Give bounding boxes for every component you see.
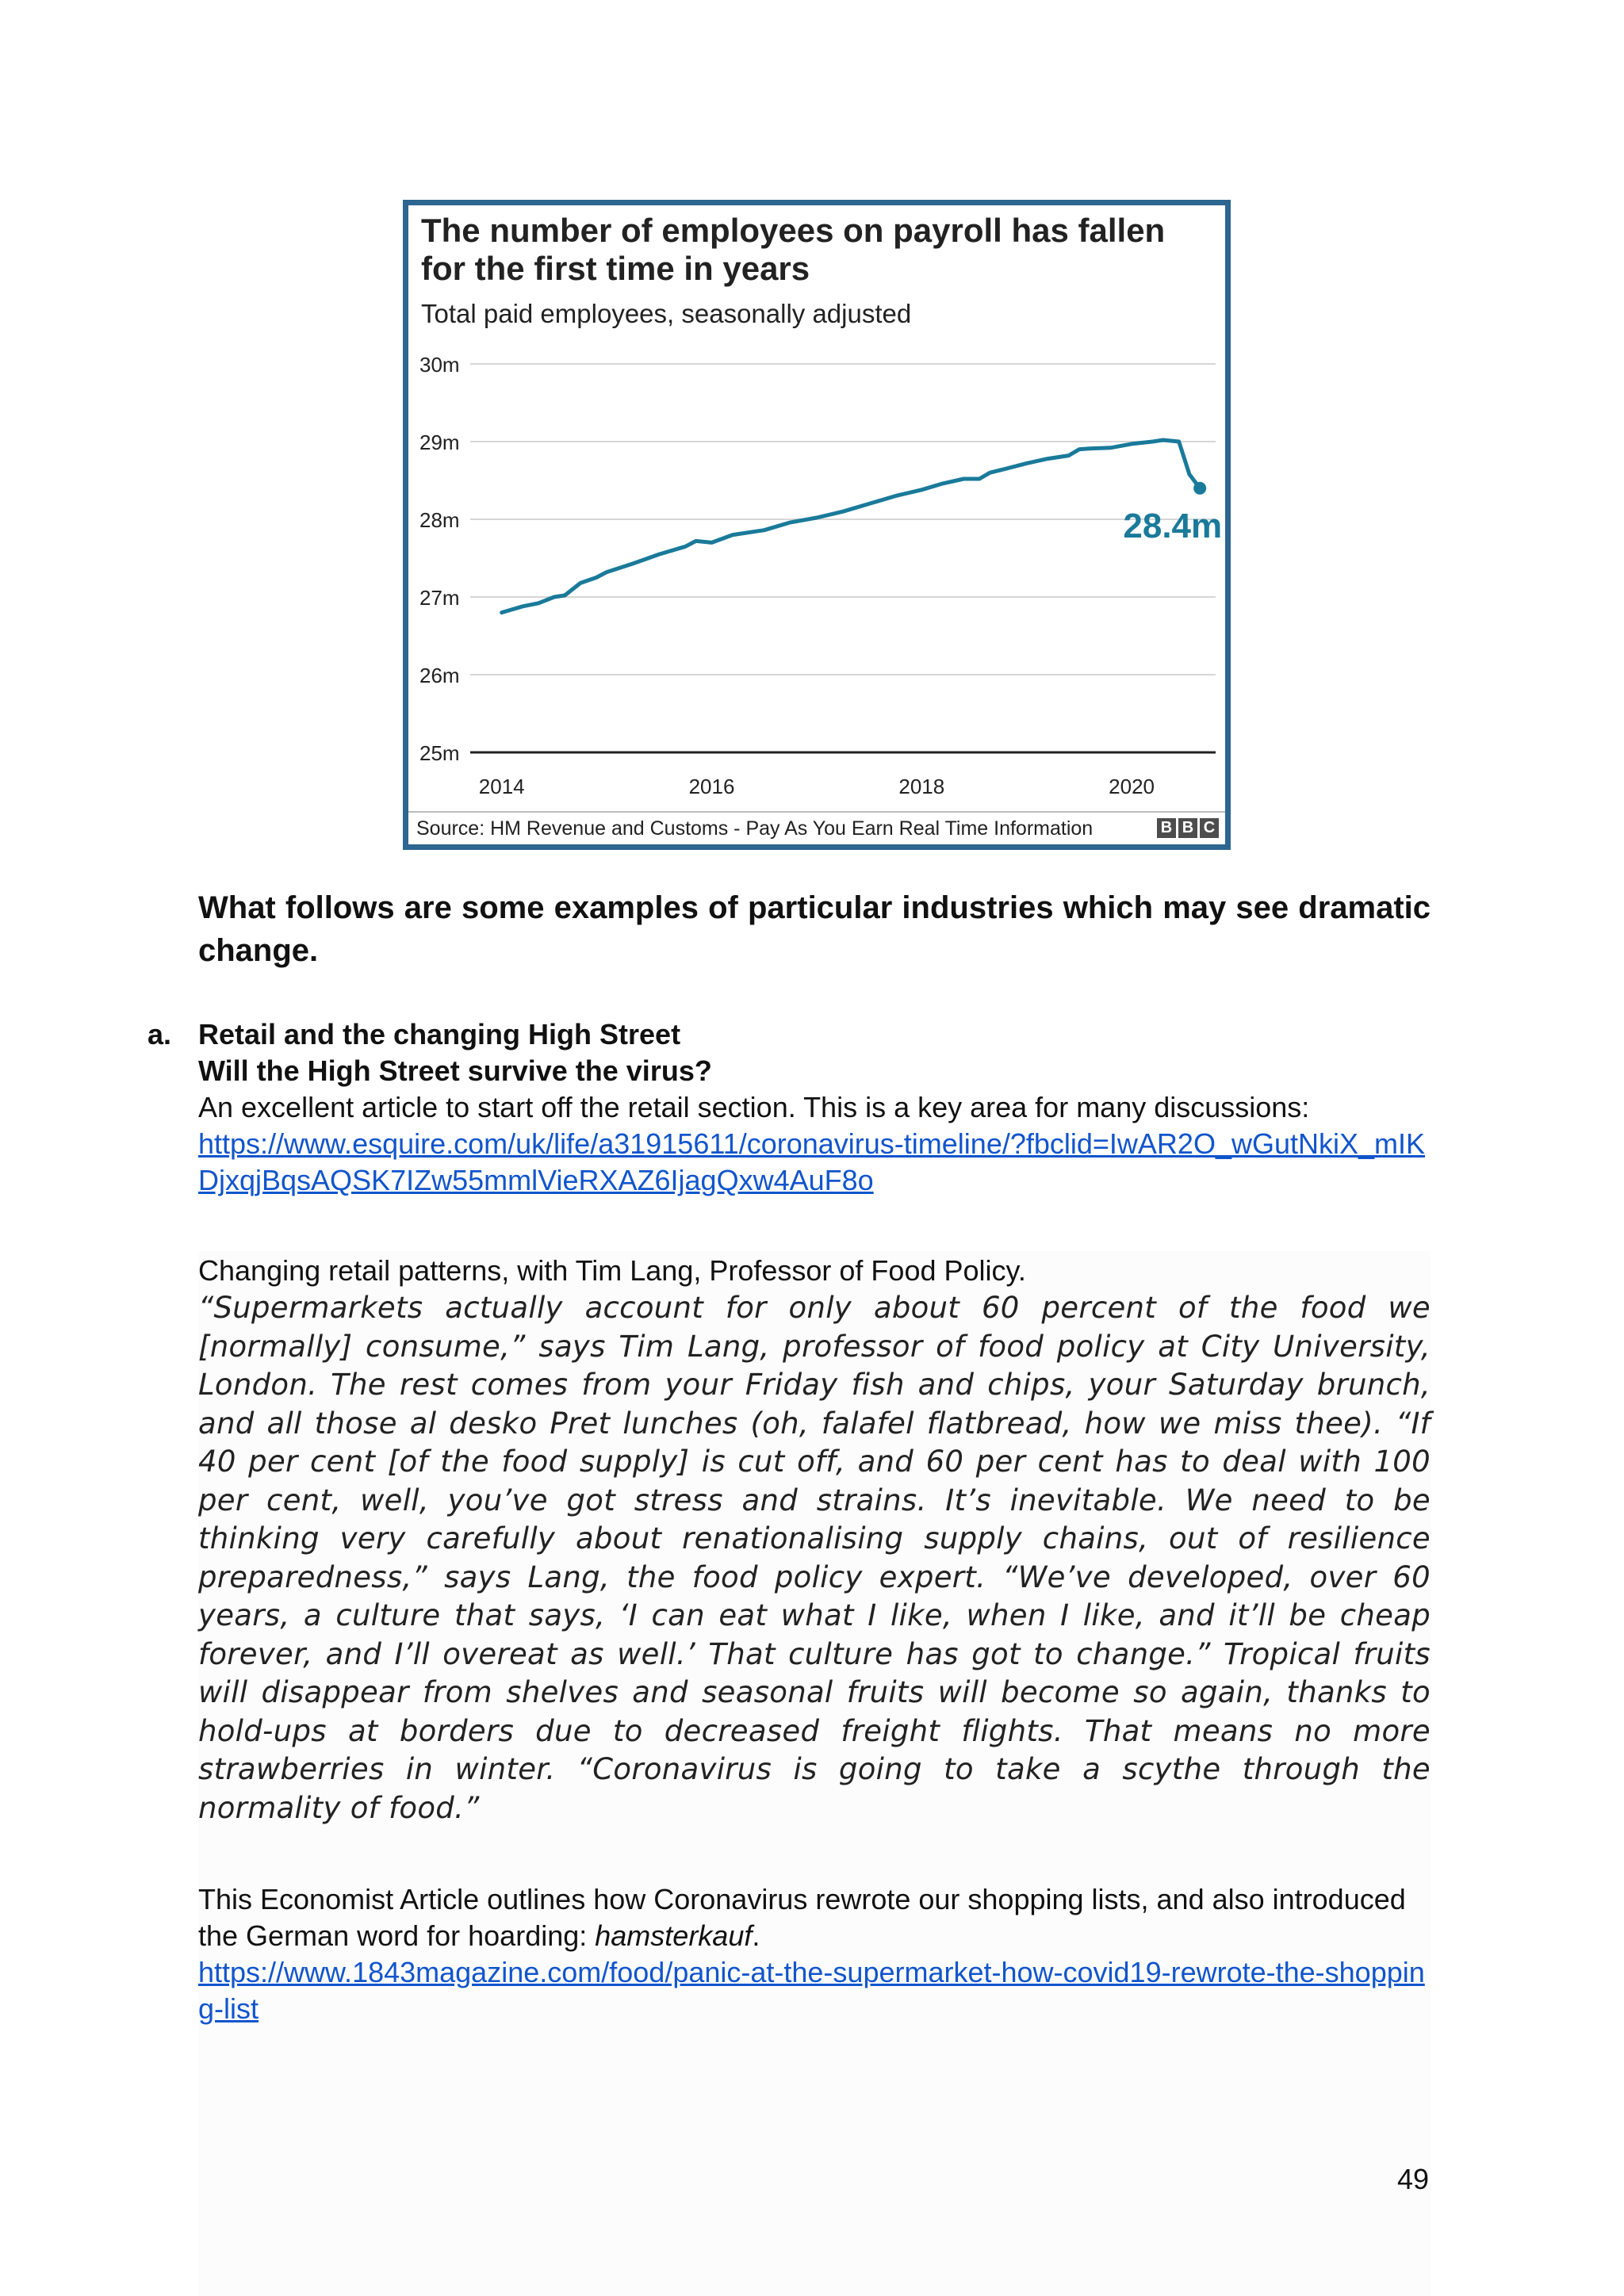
section-letter: a. <box>147 1018 172 1050</box>
y-tick-label: 26m <box>419 664 460 687</box>
intro-paragraph: What follows are some examples of particular industries which may see dramatic change. <box>198 890 1431 968</box>
section-heading: Retail and the changing High Street <box>198 1018 681 1050</box>
y-tick-label: 28m <box>419 508 460 532</box>
page-number: 49 <box>1397 2163 1430 2195</box>
lang-intro-text: Changing retail patterns, with Tim Lang, Professor of Food Policy. <box>198 1254 1026 1287</box>
bbc-logo <box>1157 818 1219 838</box>
chart-subtitle: Total paid employees, seasonally adjusted <box>421 299 912 328</box>
bbc-logo-letter: B <box>1178 818 1197 838</box>
bbc-logo-letter: C <box>1200 818 1219 838</box>
esquire-link[interactable]: https://www.esquire.com/uk/life/a31915611/coronavirus-timeline/?fbclid=IwAR2O_wGutNkiX_mIKDjxqjBqsAQSK7IZw55mmlVieRXAZ6IjagQxw4AuF8o <box>198 1127 1426 1196</box>
data-label: 28.4m <box>1123 506 1223 545</box>
tim-lang-quote: “Supermarkets actually account for only about 60 percent of the food we [normally] consume,” says Tim Lang, professor of food policy at City University, London. The rest comes from your Friday fish and chips, your Saturday brunch, and all those al desko Pret lunches (oh, falafel flatbread, how we miss thee). “If 40 per cent [of the food supply] is cut off, and 60 per cent has to deal with 100 per cent, well, you’ve got stress and strains. It’s inevitable. We need to be thinking very carefully about renationalising supply chains, out of resilience preparedness,” says Lang, the food policy expert. “We’ve developed, over 60 years, a culture that says, ‘I can eat what I like, when I like, and it’ll be cheap forever, and I’ll overeat as well.’ That culture has got to change.” Tropical fruits will disappear from shelves and seasonal fruits will become so again, thanks to hold-ups at borders due to decreased freight flights. That means no more strawberries in winter. “Coronavirus is going to take a scythe through the normality of food.” <box>198 1291 1431 1825</box>
series-line <box>502 440 1200 613</box>
hamsterkauf-word: hamsterkauf <box>595 1919 753 1952</box>
chart-source-text: Source: HM Revenue and Customs - Pay As You Earn Real Time Information <box>416 817 1094 840</box>
chart-source <box>408 811 1225 844</box>
payroll-chart <box>403 200 1231 850</box>
economist-text-end: . <box>752 1919 760 1952</box>
economist-link[interactable]: https://www.1843magazine.com/food/panic-at-the-supermarket-how-covid19-rewrote-the-shopping-list <box>198 1956 1425 2025</box>
x-tick-label: 2014 <box>478 775 525 798</box>
chart-plot <box>408 205 1225 813</box>
y-tick-label: 25m <box>419 741 460 765</box>
x-tick-label: 2018 <box>898 775 945 798</box>
economist-text <box>198 1881 1431 1954</box>
economist-text-main: This Economist Article outlines how Coronavirus rewrote our shopping lists, and also introduced the German word for hoarding: <box>198 1883 1406 1952</box>
y-tick-label: 27m <box>419 586 460 610</box>
section-subheading: Will the High Street survive the virus? <box>198 1054 712 1087</box>
section-intro-text: An excellent article to start off the retail section. This is a key area for many discussions: <box>198 1091 1310 1123</box>
series-end-point <box>1193 482 1206 495</box>
bbc-logo-letter: B <box>1157 818 1176 838</box>
x-tick-label: 2020 <box>1109 775 1155 798</box>
chart-title: The number of employees on payroll has fallen for the first time in years <box>421 212 1166 287</box>
x-tick-label: 2016 <box>688 775 735 798</box>
retail-section <box>198 1016 1431 2027</box>
y-tick-label: 30m <box>419 353 460 377</box>
y-tick-label: 29m <box>419 430 460 454</box>
